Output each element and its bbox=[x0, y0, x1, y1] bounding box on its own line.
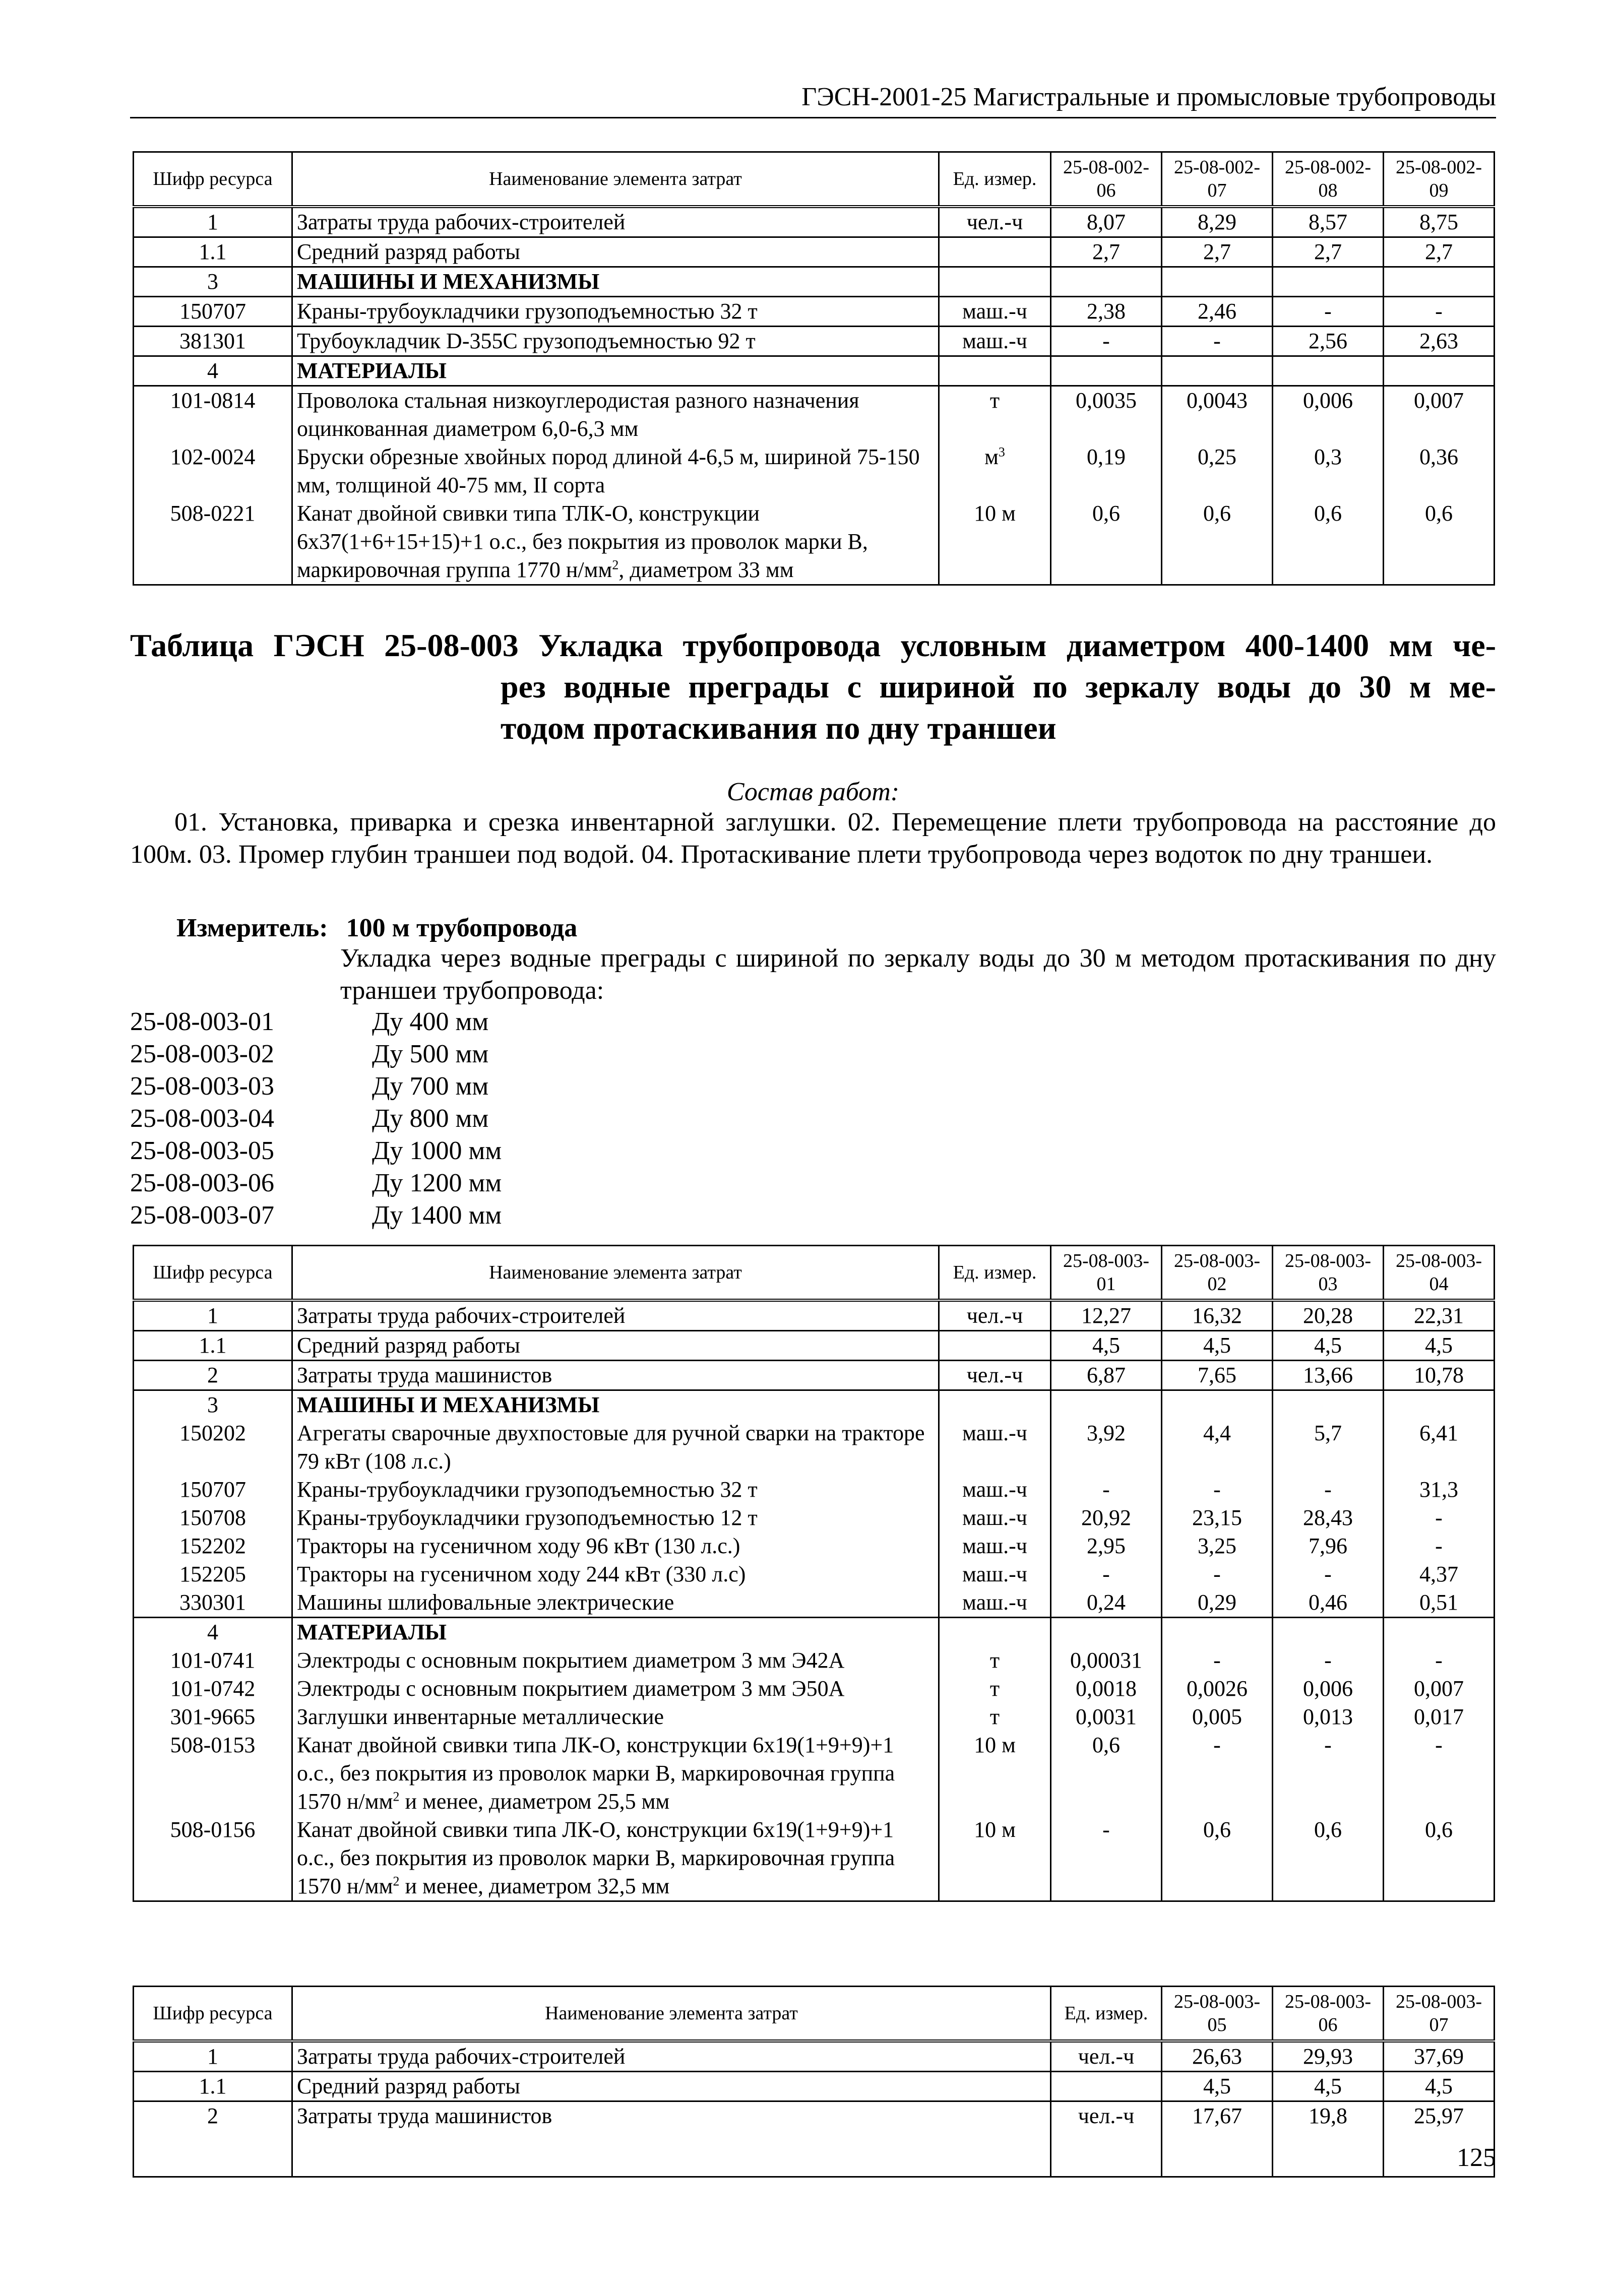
section-heading: МАШИНЫ И МЕХАНИЗМЫ bbox=[292, 267, 939, 297]
cost-element-name: Краны-трубоукладчики грузоподъемностью 32 т bbox=[292, 1476, 939, 1504]
work-composition-text: 01. Установка, приварка и срезка инвентарной заглушки. 02. Перемещение плети трубопровода на расстояние до 100м. 03. Промер глубин траншеи под водой. 04. Протаскивание плети трубопровода через водоток по дну траншеи. bbox=[130, 808, 1496, 869]
value-cell: 0,0035 bbox=[1051, 386, 1162, 443]
value-cell: 0,29 bbox=[1162, 1588, 1273, 1618]
unit-cell: т bbox=[939, 1703, 1051, 1731]
unit-cell bbox=[939, 1331, 1051, 1361]
value-cell: 0,0026 bbox=[1162, 1675, 1273, 1703]
value-cell: 0,006 bbox=[1273, 386, 1384, 443]
value-cell: 0,6 bbox=[1162, 499, 1273, 585]
resource-code: 508-0156 bbox=[134, 1816, 292, 1901]
resource-code: 1 bbox=[134, 1300, 292, 1331]
value-cell: 2,38 bbox=[1051, 297, 1162, 327]
value-cell: 2,63 bbox=[1384, 327, 1495, 356]
section-title-line-2: рез водные преграды с шириной по зеркалу воды до 30 м ме- bbox=[501, 669, 1496, 705]
section-row bbox=[134, 1390, 1495, 1420]
header-col: 25-08-003-01 bbox=[1051, 1246, 1162, 1301]
resource-code: 508-0153 bbox=[134, 1731, 292, 1816]
table-row bbox=[134, 1300, 1495, 1331]
resource-code: 508-0221 bbox=[134, 499, 292, 585]
value-cell: - bbox=[1384, 1731, 1495, 1816]
cost-element-name: Тракторы на гусеничном ходу 244 кВт (330 л.с) bbox=[292, 1560, 939, 1588]
cost-element-name: Краны-трубоукладчики грузоподъемностью 12 т bbox=[292, 1504, 939, 1532]
value-cell: - bbox=[1273, 297, 1384, 327]
unit-cell bbox=[939, 1390, 1051, 1420]
section-title-line-1: Таблица ГЭСН 25-08-003 Укладка трубопровода условным диаметром 400-1400 мм че- bbox=[130, 627, 1496, 663]
name-superscript: 2 bbox=[393, 1874, 400, 1889]
unit-cell: чел.-ч bbox=[939, 1361, 1051, 1390]
header-col: 25-08-003-03 bbox=[1273, 1246, 1384, 1301]
table-row bbox=[134, 386, 1495, 443]
resource-code: 1.1 bbox=[134, 2072, 292, 2101]
cost-element-name: Электроды с основным покрытием диаметром 3 мм Э42А bbox=[292, 1646, 939, 1675]
header-col: 25-08-002-06 bbox=[1051, 152, 1162, 207]
value-cell: 0,0031 bbox=[1051, 1703, 1162, 1731]
unit-cell: чел.-ч bbox=[939, 207, 1051, 237]
table-row bbox=[134, 237, 1495, 267]
value-cell bbox=[1384, 267, 1495, 297]
table-row bbox=[134, 327, 1495, 356]
table-row bbox=[134, 1646, 1495, 1675]
list-item bbox=[130, 1103, 502, 1135]
value-cell: - bbox=[1384, 1532, 1495, 1560]
variant-label: Ду 1200 мм bbox=[372, 1169, 502, 1197]
unit-cell: чел.-ч bbox=[1051, 2101, 1162, 2177]
list-item bbox=[130, 1070, 502, 1103]
resource-code: 102-0024 bbox=[134, 443, 292, 499]
value-cell: - bbox=[1051, 1560, 1162, 1588]
section-row bbox=[134, 1618, 1495, 1647]
name-text: Канат двойной свивки типа ТЛК-О, конструкции 6х37(1+6+15+15)+1 о.с., без покрытия из проволок марки В, маркировочная группа 1770 н/мм bbox=[297, 501, 868, 582]
resource-code: 152205 bbox=[134, 1560, 292, 1588]
value-cell: 8,07 bbox=[1051, 207, 1162, 237]
cost-element-name bbox=[292, 499, 939, 585]
value-cell: 4,5 bbox=[1384, 1331, 1495, 1361]
header-unit: Ед. измер. bbox=[1051, 1987, 1162, 2042]
variant-label: Ду 800 мм bbox=[372, 1104, 489, 1133]
value-cell: 25,97 bbox=[1384, 2101, 1495, 2177]
value-cell: 8,29 bbox=[1162, 207, 1273, 237]
variant-label: Ду 700 мм bbox=[372, 1072, 489, 1101]
list-item bbox=[130, 1199, 502, 1232]
name-superscript: 2 bbox=[612, 557, 619, 572]
variant-code: 25-08-003-05 bbox=[130, 1136, 274, 1165]
table-row bbox=[134, 1816, 1495, 1901]
unit-cell bbox=[939, 1618, 1051, 1647]
value-cell: 0,6 bbox=[1051, 499, 1162, 585]
table-row bbox=[134, 2041, 1495, 2072]
cost-element-name: Затраты труда рабочих-строителей bbox=[292, 2041, 1051, 2072]
value-cell: 0,006 bbox=[1273, 1675, 1384, 1703]
value-cell bbox=[1051, 356, 1162, 386]
resource-code: 381301 bbox=[134, 327, 292, 356]
resource-table-25-08-003-05-07 bbox=[133, 1986, 1495, 2178]
unit-cell: маш.-ч bbox=[939, 1504, 1051, 1532]
table-row bbox=[134, 2101, 1495, 2177]
value-cell: 0,00031 bbox=[1051, 1646, 1162, 1675]
value-cell: 0,6 bbox=[1273, 499, 1384, 585]
section-row bbox=[134, 267, 1495, 297]
list-item bbox=[130, 1135, 502, 1167]
unit-cell: чел.-ч bbox=[939, 1300, 1051, 1331]
value-cell: 17,67 bbox=[1162, 2101, 1273, 2177]
table-row bbox=[134, 207, 1495, 237]
value-cell: - bbox=[1384, 297, 1495, 327]
header-code: Шифр ресурса bbox=[134, 1987, 292, 2042]
unit-cell bbox=[939, 237, 1051, 267]
value-cell: 0,6 bbox=[1384, 499, 1495, 585]
cost-element-name: Затраты труда машинистов bbox=[292, 1361, 939, 1390]
value-cell: 6,41 bbox=[1384, 1419, 1495, 1476]
variant-code: 25-08-003-06 bbox=[130, 1169, 274, 1197]
variant-label: Ду 500 мм bbox=[372, 1040, 489, 1068]
value-cell: 23,15 bbox=[1162, 1504, 1273, 1532]
value-cell: 10,78 bbox=[1384, 1361, 1495, 1390]
section-title-line-3: тодом протаскивания по дну траншеи bbox=[501, 710, 1057, 746]
value-cell: 0,013 bbox=[1273, 1703, 1384, 1731]
unit-cell: т bbox=[939, 1675, 1051, 1703]
resource-code: 152202 bbox=[134, 1532, 292, 1560]
table-row bbox=[134, 1588, 1495, 1618]
table-row bbox=[134, 1675, 1495, 1703]
cost-element-name: Краны-трубоукладчики грузоподъемностью 32 т bbox=[292, 297, 939, 327]
value-cell: - bbox=[1162, 327, 1273, 356]
section-heading: МАТЕРИАЛЫ bbox=[292, 1618, 939, 1647]
variant-code: 25-08-003-04 bbox=[130, 1104, 274, 1133]
value-cell: 2,7 bbox=[1051, 237, 1162, 267]
value-cell: 4,5 bbox=[1162, 2072, 1273, 2101]
value-cell: 7,96 bbox=[1273, 1532, 1384, 1560]
value-cell: 31,3 bbox=[1384, 1476, 1495, 1504]
resource-code: 101-0742 bbox=[134, 1675, 292, 1703]
value-cell: 4,5 bbox=[1273, 1331, 1384, 1361]
list-item bbox=[130, 1167, 502, 1199]
unit-cell: чел.-ч bbox=[1051, 2041, 1162, 2072]
cost-element-name: Затраты труда машинистов bbox=[292, 2101, 1051, 2177]
header-col: 25-08-002-09 bbox=[1384, 152, 1495, 207]
value-cell: 0,3 bbox=[1273, 443, 1384, 499]
unit-cell: маш.-ч bbox=[939, 1588, 1051, 1618]
header-unit: Ед. измер. bbox=[939, 152, 1051, 207]
resource-code: 330301 bbox=[134, 1588, 292, 1618]
value-cell: 2,7 bbox=[1273, 237, 1384, 267]
value-cell bbox=[1162, 1390, 1273, 1420]
table-row bbox=[134, 1532, 1495, 1560]
unit-cell: 10 м bbox=[939, 499, 1051, 585]
value-cell: 0,0043 bbox=[1162, 386, 1273, 443]
variant-code: 25-08-003-03 bbox=[130, 1072, 274, 1101]
resource-code: 4 bbox=[134, 1618, 292, 1647]
value-cell: 20,92 bbox=[1051, 1504, 1162, 1532]
unit-cell: маш.-ч bbox=[939, 1419, 1051, 1476]
value-cell: - bbox=[1162, 1731, 1273, 1816]
value-cell: - bbox=[1051, 1816, 1162, 1901]
header-col: 25-08-002-08 bbox=[1273, 152, 1384, 207]
cost-element-name: Средний разряд работы bbox=[292, 1331, 939, 1361]
value-cell: 7,65 bbox=[1162, 1361, 1273, 1390]
unit-cell: маш.-ч bbox=[939, 297, 1051, 327]
header-name: Наименование элемента затрат bbox=[292, 1246, 939, 1301]
section-heading: МАТЕРИАЛЫ bbox=[292, 356, 939, 386]
header-col: 25-08-003-04 bbox=[1384, 1246, 1495, 1301]
value-cell bbox=[1051, 267, 1162, 297]
variant-label: Ду 1000 мм bbox=[372, 1136, 502, 1165]
value-cell: 0,005 bbox=[1162, 1703, 1273, 1731]
value-cell: 0,6 bbox=[1384, 1816, 1495, 1901]
value-cell: - bbox=[1162, 1476, 1273, 1504]
resource-code: 3 bbox=[134, 267, 292, 297]
header-col: 25-08-003-07 bbox=[1384, 1987, 1495, 2042]
resource-code: 2 bbox=[134, 1361, 292, 1390]
value-cell: 0,46 bbox=[1273, 1588, 1384, 1618]
table-row bbox=[134, 1504, 1495, 1532]
resource-table-25-08-003-01-04 bbox=[133, 1245, 1495, 1902]
unit-cell: маш.-ч bbox=[939, 1532, 1051, 1560]
resource-code: 150707 bbox=[134, 1476, 292, 1504]
unit-cell bbox=[939, 443, 1051, 499]
value-cell bbox=[1384, 1618, 1495, 1647]
cost-element-name: Бруски обрезные хвойных пород длиной 4-6,5 м, шириной 75-150 мм, толщиной 40-75 мм, II сорта bbox=[292, 443, 939, 499]
value-cell: 0,24 bbox=[1051, 1588, 1162, 1618]
value-cell: 2,46 bbox=[1162, 297, 1273, 327]
value-cell: 0,51 bbox=[1384, 1588, 1495, 1618]
meter-line bbox=[176, 912, 577, 944]
value-cell: 0,007 bbox=[1384, 1675, 1495, 1703]
value-cell: 0,007 bbox=[1384, 386, 1495, 443]
cost-element-name bbox=[292, 1816, 939, 1901]
value-cell: 2,95 bbox=[1051, 1532, 1162, 1560]
value-cell: 0,017 bbox=[1384, 1703, 1495, 1731]
meter-description: Укладка через водные преграды с шириной по зеркалу воды до 30 м методом протаскивания по дну траншеи трубопровода: bbox=[340, 944, 1496, 1005]
header-rule bbox=[130, 117, 1496, 118]
unit-text: м bbox=[984, 444, 999, 469]
variant-code: 25-08-003-07 bbox=[130, 1201, 274, 1230]
header-name: Наименование элемента затрат bbox=[292, 152, 939, 207]
cost-element-name: Затраты труда рабочих-строителей bbox=[292, 1300, 939, 1331]
value-cell: 0,6 bbox=[1273, 1816, 1384, 1901]
value-cell: 0,19 bbox=[1051, 443, 1162, 499]
value-cell: 0,6 bbox=[1051, 1731, 1162, 1816]
cost-element-name: Затраты труда рабочих-строителей bbox=[292, 207, 939, 237]
table-row bbox=[134, 1419, 1495, 1476]
cost-element-name: Средний разряд работы bbox=[292, 2072, 1051, 2101]
value-cell: 3,25 bbox=[1162, 1532, 1273, 1560]
value-cell: - bbox=[1384, 1646, 1495, 1675]
resource-code: 150708 bbox=[134, 1504, 292, 1532]
table-row bbox=[134, 499, 1495, 585]
value-cell: - bbox=[1162, 1560, 1273, 1588]
value-cell bbox=[1273, 356, 1384, 386]
value-cell: 0,25 bbox=[1162, 443, 1273, 499]
header-col: 25-08-003-05 bbox=[1162, 1987, 1273, 2042]
value-cell: 4,5 bbox=[1051, 1331, 1162, 1361]
list-item bbox=[130, 1006, 502, 1038]
value-cell: 20,28 bbox=[1273, 1300, 1384, 1331]
value-cell: 8,57 bbox=[1273, 207, 1384, 237]
value-cell: 22,31 bbox=[1384, 1300, 1495, 1331]
value-cell: 16,32 bbox=[1162, 1300, 1273, 1331]
value-cell: 2,7 bbox=[1384, 237, 1495, 267]
cost-element-name: Заглушки инвентарные металлические bbox=[292, 1703, 939, 1731]
value-cell bbox=[1384, 1390, 1495, 1420]
value-cell: 37,69 bbox=[1384, 2041, 1495, 2072]
unit-cell: 10 м bbox=[939, 1816, 1051, 1901]
resource-code: 101-0814 bbox=[134, 386, 292, 443]
unit-cell: маш.-ч bbox=[939, 1560, 1051, 1588]
variant-label: Ду 400 мм bbox=[372, 1007, 489, 1036]
cost-element-name: Проволока стальная низкоуглеродистая разного назначения оцинкованная диаметром 6,0-6,3 мм bbox=[292, 386, 939, 443]
value-cell: - bbox=[1384, 1504, 1495, 1532]
value-cell: 19,8 bbox=[1273, 2101, 1384, 2177]
value-cell: 5,7 bbox=[1273, 1419, 1384, 1476]
unit-superscript: 3 bbox=[998, 444, 1005, 460]
name-text: Канат двойной свивки типа ЛК-О, конструкции 6х19(1+9+9)+1 о.с., без покрытия из проволок марки В, маркировочная группа 1570 н/мм bbox=[297, 1733, 895, 1814]
table-row bbox=[134, 1731, 1495, 1816]
header-code: Шифр ресурса bbox=[134, 1246, 292, 1301]
resource-table-25-08-002 bbox=[133, 151, 1495, 586]
cost-element-name bbox=[292, 1731, 939, 1816]
value-cell bbox=[1162, 267, 1273, 297]
resource-code: 1 bbox=[134, 2041, 292, 2072]
value-cell: 3,92 bbox=[1051, 1419, 1162, 1476]
meter-value: 100 м трубопровода bbox=[346, 914, 578, 942]
meter-label: Измеритель: bbox=[176, 914, 328, 942]
value-cell bbox=[1051, 1390, 1162, 1420]
header-col: 25-08-003-06 bbox=[1273, 1987, 1384, 2042]
table-row bbox=[134, 1476, 1495, 1504]
unit-cell bbox=[939, 267, 1051, 297]
value-cell: 29,93 bbox=[1273, 2041, 1384, 2072]
list-item bbox=[130, 1038, 502, 1070]
table-row bbox=[134, 1703, 1495, 1731]
table-row bbox=[134, 1361, 1495, 1390]
value-cell: - bbox=[1273, 1476, 1384, 1504]
resource-code: 3 bbox=[134, 1390, 292, 1420]
value-cell: 2,56 bbox=[1273, 327, 1384, 356]
value-cell bbox=[1384, 356, 1495, 386]
resource-code: 150707 bbox=[134, 297, 292, 327]
variant-label: Ду 1400 мм bbox=[372, 1201, 502, 1230]
resource-code: 101-0741 bbox=[134, 1646, 292, 1675]
header-code: Шифр ресурса bbox=[134, 152, 292, 207]
name-text: Канат двойной свивки типа ЛК-О, конструкции 6х19(1+9+9)+1 о.с., без покрытия из проволок марки В, маркировочная группа 1570 н/мм bbox=[297, 1817, 895, 1898]
header-col: 25-08-002-07 bbox=[1162, 152, 1273, 207]
page-number: 125 bbox=[1457, 2143, 1496, 2172]
table-row bbox=[134, 443, 1495, 499]
value-cell: 12,27 bbox=[1051, 1300, 1162, 1331]
name-text-end: и менее, диаметром 32,5 мм bbox=[399, 1874, 670, 1898]
value-cell: 6,87 bbox=[1051, 1361, 1162, 1390]
value-cell bbox=[1162, 1618, 1273, 1647]
header-name: Наименование элемента затрат bbox=[292, 1987, 1051, 2042]
work-composition-heading: Состав работ: bbox=[726, 778, 900, 806]
header-unit: Ед. измер. bbox=[939, 1246, 1051, 1301]
value-cell: 4,4 bbox=[1162, 1419, 1273, 1476]
running-header: ГЭСН-2001-25 Магистральные и промысловые трубопроводы bbox=[801, 83, 1496, 111]
value-cell: 13,66 bbox=[1273, 1361, 1384, 1390]
value-cell bbox=[1051, 1618, 1162, 1647]
unit-cell: маш.-ч bbox=[939, 327, 1051, 356]
table-row bbox=[134, 2072, 1495, 2101]
value-cell: 2,7 bbox=[1162, 237, 1273, 267]
cost-element-name: Средний разряд работы bbox=[292, 237, 939, 267]
value-cell: - bbox=[1162, 1646, 1273, 1675]
value-cell bbox=[1162, 356, 1273, 386]
value-cell bbox=[1273, 1390, 1384, 1420]
variant-code: 25-08-003-01 bbox=[130, 1007, 274, 1036]
unit-cell: т bbox=[939, 1646, 1051, 1675]
section-row bbox=[134, 356, 1495, 386]
value-cell: 4,5 bbox=[1162, 1331, 1273, 1361]
cost-element-name: Трубоукладчик D-355С грузоподъемностью 92 т bbox=[292, 327, 939, 356]
value-cell: 4,5 bbox=[1273, 2072, 1384, 2101]
resource-code: 1.1 bbox=[134, 1331, 292, 1361]
cost-element-name: Тракторы на гусеничном ходу 96 кВт (130 л.с.) bbox=[292, 1532, 939, 1560]
cost-element-name: Электроды с основным покрытием диаметром 3 мм Э50А bbox=[292, 1675, 939, 1703]
value-cell: 28,43 bbox=[1273, 1504, 1384, 1532]
section-title bbox=[130, 625, 1496, 749]
cost-element-name: Машины шлифовальные электрические bbox=[292, 1588, 939, 1618]
value-cell: 4,5 bbox=[1384, 2072, 1495, 2101]
value-cell: 26,63 bbox=[1162, 2041, 1273, 2072]
table-row bbox=[134, 1560, 1495, 1588]
unit-cell: т bbox=[939, 386, 1051, 443]
name-superscript: 2 bbox=[393, 1789, 400, 1804]
value-cell: 0,36 bbox=[1384, 443, 1495, 499]
resource-code: 2 bbox=[134, 2101, 292, 2177]
unit-cell bbox=[1051, 2072, 1162, 2101]
value-cell: 4,37 bbox=[1384, 1560, 1495, 1588]
value-cell: - bbox=[1051, 327, 1162, 356]
variant-list bbox=[130, 1006, 502, 1232]
resource-code: 301-9665 bbox=[134, 1703, 292, 1731]
resource-code: 150202 bbox=[134, 1419, 292, 1476]
value-cell bbox=[1273, 1618, 1384, 1647]
cost-element-name: Агрегаты сварочные двухпостовые для ручной сварки на тракторе 79 кВт (108 л.с.) bbox=[292, 1419, 939, 1476]
value-cell: 0,6 bbox=[1162, 1816, 1273, 1901]
table-header-row bbox=[134, 152, 1495, 207]
name-text-end: и менее, диаметром 25,5 мм bbox=[399, 1789, 670, 1814]
variant-code: 25-08-003-02 bbox=[130, 1040, 274, 1068]
value-cell: 0,0018 bbox=[1051, 1675, 1162, 1703]
value-cell: - bbox=[1051, 1476, 1162, 1504]
resource-code: 1.1 bbox=[134, 237, 292, 267]
unit-cell bbox=[939, 356, 1051, 386]
unit-cell: 10 м bbox=[939, 1731, 1051, 1816]
table-header-row bbox=[134, 1246, 1495, 1301]
resource-code: 4 bbox=[134, 356, 292, 386]
name-text-end: , диаметром 33 мм bbox=[618, 557, 794, 582]
value-cell: - bbox=[1273, 1646, 1384, 1675]
table-header-row bbox=[134, 1987, 1495, 2042]
value-cell: - bbox=[1273, 1731, 1384, 1816]
table-row bbox=[134, 1331, 1495, 1361]
value-cell bbox=[1273, 267, 1384, 297]
table-row bbox=[134, 297, 1495, 327]
resource-code: 1 bbox=[134, 207, 292, 237]
section-heading: МАШИНЫ И МЕХАНИЗМЫ bbox=[292, 1390, 939, 1420]
unit-cell: маш.-ч bbox=[939, 1476, 1051, 1504]
value-cell: 8,75 bbox=[1384, 207, 1495, 237]
value-cell: - bbox=[1273, 1560, 1384, 1588]
header-col: 25-08-003-02 bbox=[1162, 1246, 1273, 1301]
